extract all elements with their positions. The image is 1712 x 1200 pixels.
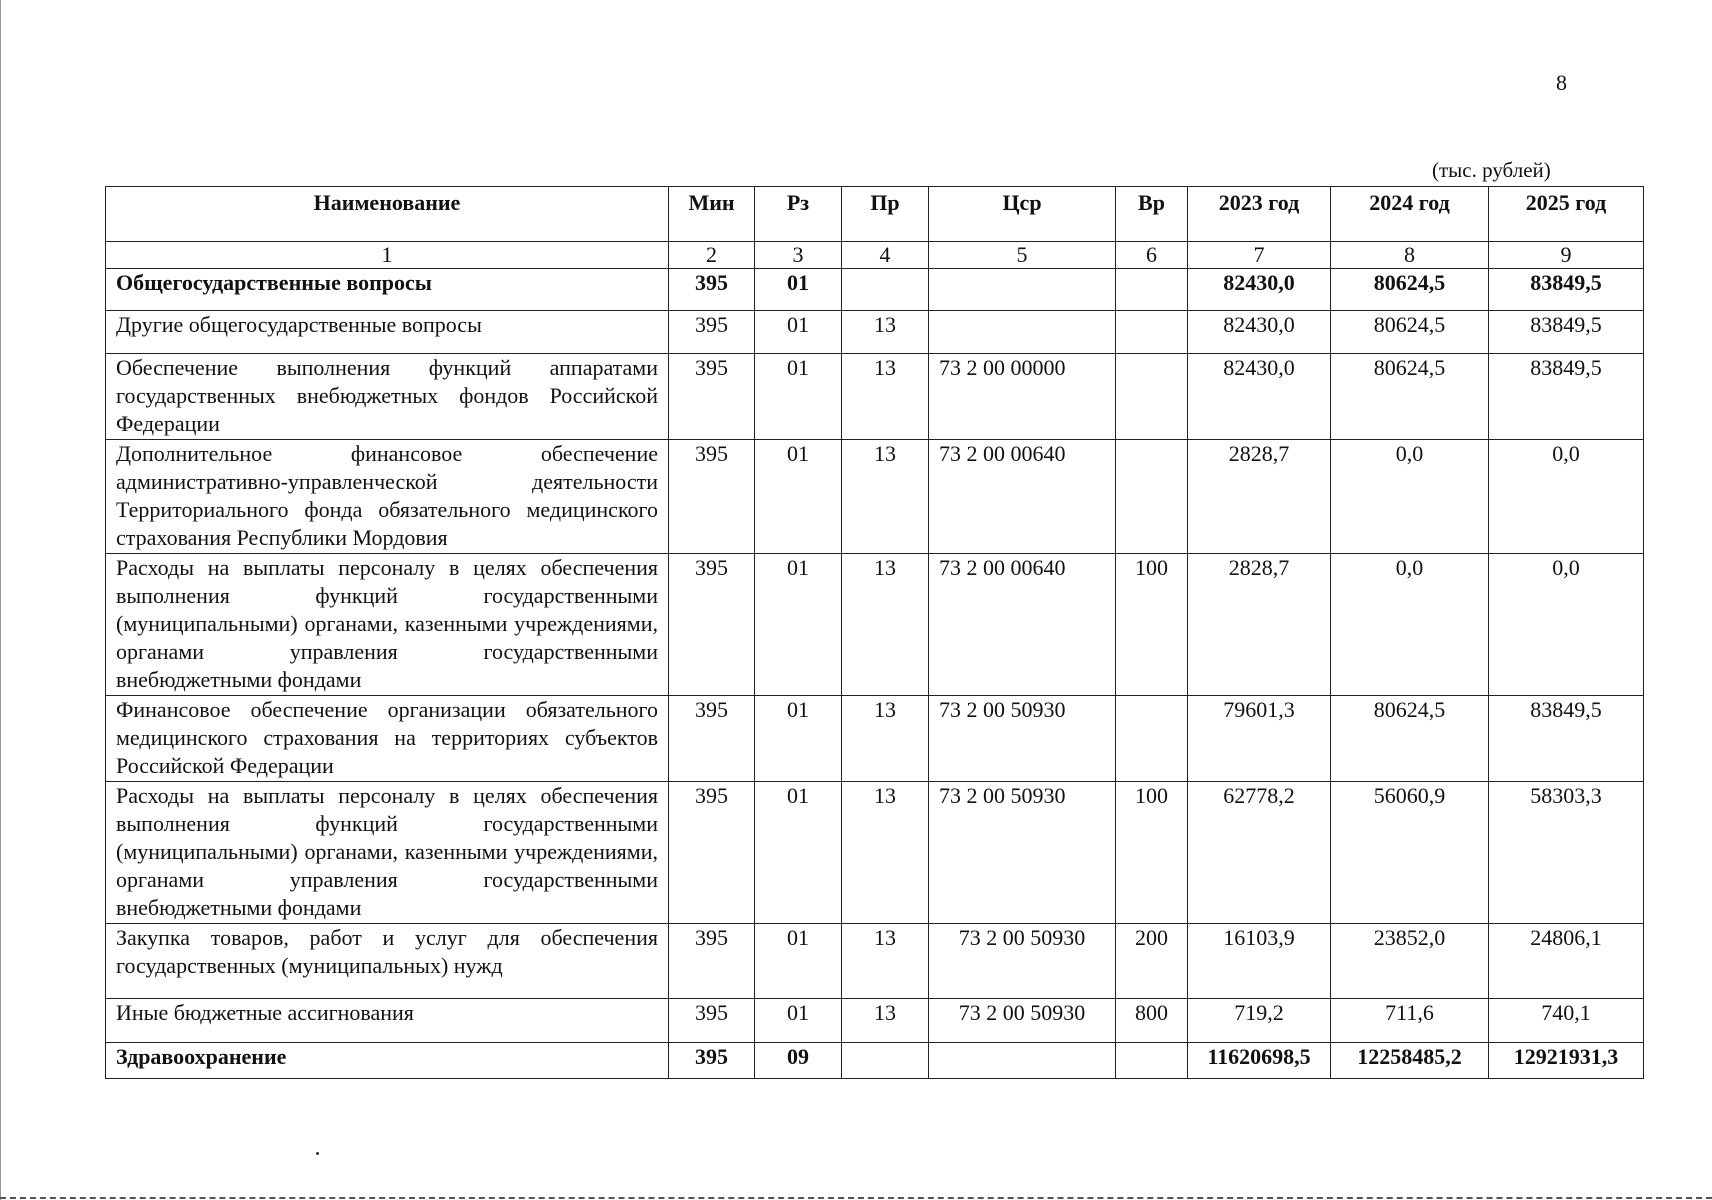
cell-min: 395	[669, 696, 755, 782]
cell-vr	[1116, 311, 1188, 354]
row-name: Другие общегосударственные вопросы	[106, 311, 669, 354]
column-number-cell: 1	[106, 242, 669, 269]
cell-rz: 09	[755, 1043, 842, 1079]
table-row	[106, 311, 1644, 354]
table-row	[106, 269, 1644, 311]
cell-pr: 13	[842, 999, 929, 1043]
table-row	[106, 354, 1644, 440]
cell-vr: 200	[1116, 924, 1188, 999]
header-cell: Мин	[669, 187, 755, 242]
cell-2025: 24806,1	[1489, 924, 1644, 999]
cell-min: 395	[669, 924, 755, 999]
column-number-cell: 5	[929, 242, 1116, 269]
table-row	[106, 924, 1644, 999]
cell-csr	[929, 269, 1116, 311]
row-name: Общегосударственные вопросы	[106, 269, 669, 311]
cell-vr: 800	[1116, 999, 1188, 1043]
cell-2024: 80624,5	[1331, 311, 1489, 354]
cell-2023: 62778,2	[1188, 782, 1331, 924]
cell-2024: 12258485,2	[1331, 1043, 1489, 1079]
cell-2025: 83849,5	[1489, 269, 1644, 311]
column-number-cell: 8	[1331, 242, 1489, 269]
cell-2025: 0,0	[1489, 554, 1644, 696]
cell-rz: 01	[755, 554, 842, 696]
cell-rz: 01	[755, 782, 842, 924]
cell-min: 395	[669, 269, 755, 311]
cell-rz: 01	[755, 924, 842, 999]
cell-2025: 12921931,3	[1489, 1043, 1644, 1079]
column-number-row	[106, 242, 1644, 269]
table-row	[106, 554, 1644, 696]
cell-vr: 100	[1116, 782, 1188, 924]
column-number-cell: 9	[1489, 242, 1644, 269]
row-name: Финансовое обеспечение организации обязательного медицинского страхования на территориях субъектов Российской Федерации	[106, 696, 669, 782]
table-row	[106, 1043, 1644, 1079]
cell-2025: 0,0	[1489, 440, 1644, 554]
header-cell: 2025 год	[1489, 187, 1644, 242]
header-cell: Вр	[1116, 187, 1188, 242]
table-row	[106, 782, 1644, 924]
cell-csr: 73 2 00 50930	[929, 782, 1116, 924]
table-row	[106, 999, 1644, 1043]
cell-2024: 56060,9	[1331, 782, 1489, 924]
cell-csr: 73 2 00 50930	[929, 696, 1116, 782]
cell-csr	[929, 311, 1116, 354]
cell-csr: 73 2 00 50930	[929, 924, 1116, 999]
header-cell: Цср	[929, 187, 1116, 242]
cell-2023: 16103,9	[1188, 924, 1331, 999]
row-name: Расходы на выплаты персоналу в целях обеспечения выполнения функций государственными (муниципальными) органами, казенными учреждениями, органами управления государственными внебюджетными фондами	[106, 554, 669, 696]
cell-2025: 83849,5	[1489, 311, 1644, 354]
table-row	[106, 440, 1644, 554]
cell-2023: 2828,7	[1188, 440, 1331, 554]
cell-vr	[1116, 440, 1188, 554]
cell-min: 395	[669, 1043, 755, 1079]
cell-pr: 13	[842, 924, 929, 999]
cell-2025: 83849,5	[1489, 354, 1644, 440]
row-name: Закупка товаров, работ и услуг для обеспечения государственных (муниципальных) нужд	[106, 924, 669, 999]
cell-pr	[842, 1043, 929, 1079]
cell-pr: 13	[842, 782, 929, 924]
cell-csr: 73 2 00 50930	[929, 999, 1116, 1043]
column-number-cell: 3	[755, 242, 842, 269]
cell-2024: 80624,5	[1331, 269, 1489, 311]
cell-rz: 01	[755, 440, 842, 554]
cell-csr: 73 2 00 00000	[929, 354, 1116, 440]
cell-vr	[1116, 1043, 1188, 1079]
column-number-cell: 7	[1188, 242, 1331, 269]
cell-pr: 13	[842, 440, 929, 554]
unit-note: (тыс. рублей)	[1432, 158, 1551, 182]
column-number-cell: 2	[669, 242, 755, 269]
cell-2023: 82430,0	[1188, 354, 1331, 440]
table-row	[106, 696, 1644, 782]
header-cell: 2024 год	[1331, 187, 1489, 242]
cell-rz: 01	[755, 311, 842, 354]
cell-min: 395	[669, 782, 755, 924]
cell-pr: 13	[842, 354, 929, 440]
cell-2023: 82430,0	[1188, 311, 1331, 354]
cell-rz: 01	[755, 999, 842, 1043]
row-name: Дополнительное финансовое обеспечение административно-управленческой деятельности Территориального фонда обязательного медицинского страхования Республики Мордовия	[106, 440, 669, 554]
cell-min: 395	[669, 554, 755, 696]
page-number: 8	[1556, 70, 1567, 95]
header-cell: Наименование	[106, 187, 669, 242]
scan-edge	[0, 0, 1, 1200]
cell-2024: 0,0	[1331, 554, 1489, 696]
cell-2024: 711,6	[1331, 999, 1489, 1043]
cell-csr: 73 2 00 00640	[929, 440, 1116, 554]
cell-2024: 23852,0	[1331, 924, 1489, 999]
cell-min: 395	[669, 311, 755, 354]
row-name: Обеспечение выполнения функций аппаратами государственных внебюджетных фондов Российской Федерации	[106, 354, 669, 440]
header-cell: 2023 год	[1188, 187, 1331, 242]
cell-vr	[1116, 354, 1188, 440]
header-cell: Рз	[755, 187, 842, 242]
cell-2023: 719,2	[1188, 999, 1331, 1043]
budget-table	[105, 186, 1644, 1079]
cell-2025: 83849,5	[1489, 696, 1644, 782]
cell-vr	[1116, 269, 1188, 311]
cell-2025: 740,1	[1489, 999, 1644, 1043]
cell-min: 395	[669, 354, 755, 440]
cell-rz: 01	[755, 269, 842, 311]
cell-rz: 01	[755, 696, 842, 782]
cell-2024: 80624,5	[1331, 354, 1489, 440]
scan-artifact-line	[0, 1197, 1712, 1199]
scan-speck	[316, 1152, 319, 1155]
cell-pr	[842, 269, 929, 311]
row-name: Иные бюджетные ассигнования	[106, 999, 669, 1043]
cell-pr: 13	[842, 311, 929, 354]
cell-2023: 79601,3	[1188, 696, 1331, 782]
table-header-row	[106, 187, 1644, 242]
column-number-cell: 6	[1116, 242, 1188, 269]
header-cell: Пр	[842, 187, 929, 242]
cell-2023: 2828,7	[1188, 554, 1331, 696]
row-name: Расходы на выплаты персоналу в целях обеспечения выполнения функций государственными (муниципальными) органами, казенными учреждениями, органами управления государственными внебюджетными фондами	[106, 782, 669, 924]
cell-2024: 80624,5	[1331, 696, 1489, 782]
column-number-cell: 4	[842, 242, 929, 269]
cell-rz: 01	[755, 354, 842, 440]
cell-min: 395	[669, 440, 755, 554]
cell-pr: 13	[842, 554, 929, 696]
cell-csr: 73 2 00 00640	[929, 554, 1116, 696]
cell-vr: 100	[1116, 554, 1188, 696]
row-name: Здравоохранение	[106, 1043, 669, 1079]
cell-2025: 58303,3	[1489, 782, 1644, 924]
cell-2024: 0,0	[1331, 440, 1489, 554]
cell-2023: 82430,0	[1188, 269, 1331, 311]
cell-vr	[1116, 696, 1188, 782]
cell-min: 395	[669, 999, 755, 1043]
cell-csr	[929, 1043, 1116, 1079]
cell-pr: 13	[842, 696, 929, 782]
cell-2023: 11620698,5	[1188, 1043, 1331, 1079]
